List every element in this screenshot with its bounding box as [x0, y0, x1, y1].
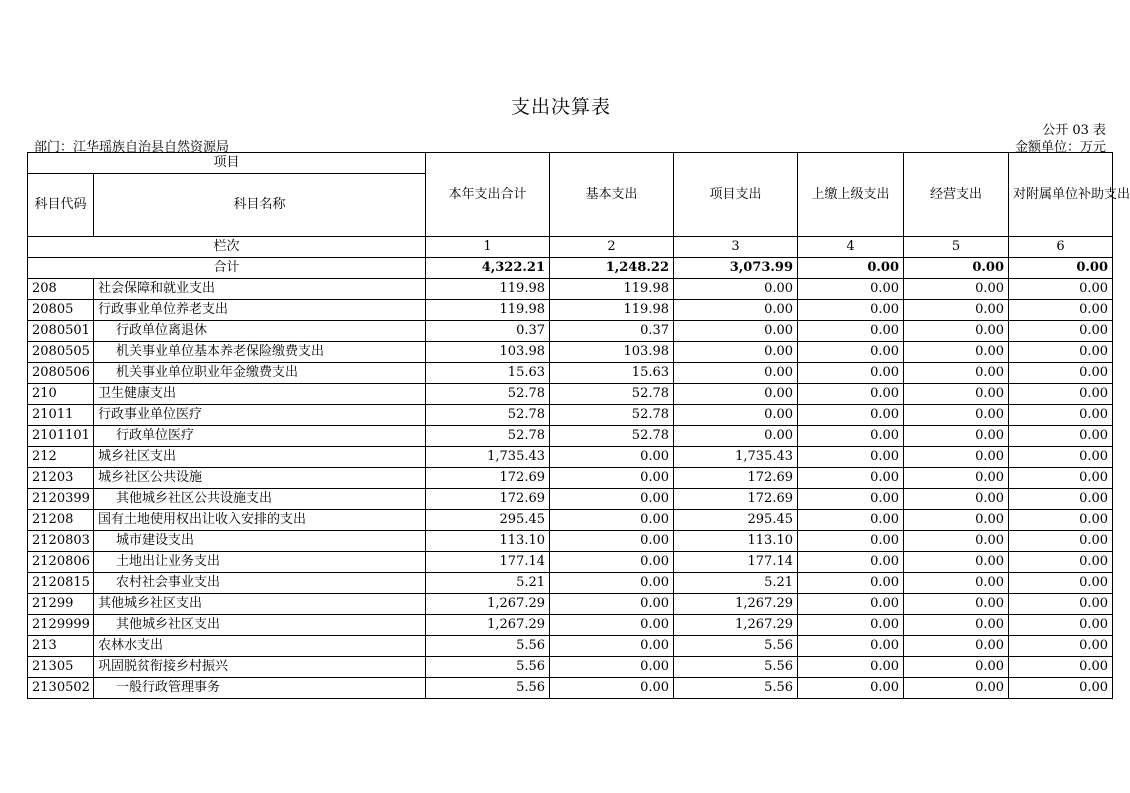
amount-cell: 0.00 — [904, 636, 1009, 657]
amount-cell: 0.00 — [904, 678, 1009, 699]
amount-cell: 0.00 — [1009, 552, 1113, 573]
total-value: 0.00 — [1009, 258, 1113, 279]
subject-code: 2130502 — [28, 678, 94, 699]
amount-cell: 0.00 — [904, 447, 1009, 468]
amount-cell: 0.00 — [550, 615, 674, 636]
amount-cell: 0.00 — [550, 573, 674, 594]
amount-cell: 52.78 — [426, 384, 550, 405]
table-row — [28, 657, 1113, 678]
amount-cell: 0.00 — [550, 510, 674, 531]
subject-name: 行政事业单位医疗 — [94, 405, 426, 426]
amount-cell: 0.00 — [550, 552, 674, 573]
amount-cell: 52.78 — [550, 426, 674, 447]
amount-cell: 0.00 — [798, 363, 904, 384]
table-row — [28, 279, 1113, 300]
total-label: 合计 — [28, 258, 426, 279]
amount-cell: 119.98 — [426, 279, 550, 300]
table-row — [28, 426, 1113, 447]
amount-cell: 5.56 — [426, 678, 550, 699]
amount-cell: 0.00 — [798, 279, 904, 300]
amount-cell: 5.56 — [674, 678, 798, 699]
amount-cell: 0.00 — [1009, 510, 1113, 531]
line-number: 5 — [904, 237, 1009, 258]
line-number-row — [28, 237, 1113, 258]
table-row — [28, 573, 1113, 594]
line-number: 4 — [798, 237, 904, 258]
amount-cell: 0.00 — [798, 321, 904, 342]
line-number: 1 — [426, 237, 550, 258]
amount-cell: 1,267.29 — [426, 615, 550, 636]
table-row — [28, 300, 1113, 321]
table-row — [28, 363, 1113, 384]
subject-code: 208 — [28, 279, 94, 300]
amount-cell: 0.00 — [1009, 384, 1113, 405]
amount-cell: 0.00 — [1009, 615, 1113, 636]
amount-cell: 0.00 — [904, 468, 1009, 489]
table-row — [28, 489, 1113, 510]
subject-code: 21299 — [28, 594, 94, 615]
amount-cell: 0.00 — [1009, 489, 1113, 510]
amount-cell: 103.98 — [550, 342, 674, 363]
amount-cell: 295.45 — [426, 510, 550, 531]
department-label: 部门：江华瑶族自治县自然资源局 — [34, 140, 230, 155]
subject-name: 城乡社区支出 — [94, 447, 426, 468]
amount-cell: 177.14 — [674, 552, 798, 573]
amount-cell: 0.00 — [550, 531, 674, 552]
amount-cell: 1,267.29 — [426, 594, 550, 615]
amount-cell: 0.00 — [550, 447, 674, 468]
total-row — [28, 258, 1113, 279]
amount-cell: 1,267.29 — [674, 615, 798, 636]
total-value: 0.00 — [798, 258, 904, 279]
subject-code: 20805 — [28, 300, 94, 321]
table-row — [28, 384, 1113, 405]
subject-name: 其他城乡社区公共设施支出 — [94, 489, 426, 510]
line-number: 2 — [550, 237, 674, 258]
amount-cell: 0.37 — [426, 321, 550, 342]
amount-cell: 0.00 — [1009, 594, 1113, 615]
subject-name: 巩固脱贫衔接乡村振兴 — [94, 657, 426, 678]
amount-cell: 0.00 — [798, 447, 904, 468]
amount-cell: 295.45 — [674, 510, 798, 531]
amount-cell: 0.00 — [798, 657, 904, 678]
table-row — [28, 321, 1113, 342]
amount-cell: 0.00 — [904, 531, 1009, 552]
form-number: 公开 03 表 — [1042, 123, 1106, 138]
amount-cell: 0.00 — [674, 363, 798, 384]
amount-cell: 0.00 — [1009, 300, 1113, 321]
amount-cell: 0.00 — [674, 405, 798, 426]
amount-cell: 0.00 — [674, 279, 798, 300]
amount-cell: 0.00 — [1009, 531, 1113, 552]
subject-code: 21011 — [28, 405, 94, 426]
header-operating-expenditure: 经营支出 — [904, 153, 1009, 237]
amount-cell: 0.00 — [1009, 447, 1113, 468]
header-subsidy-affiliates: 对附属单位补助支出 — [1009, 153, 1113, 237]
subject-code: 2080506 — [28, 363, 94, 384]
amount-cell: 0.00 — [798, 573, 904, 594]
subject-name: 一般行政管理事务 — [94, 678, 426, 699]
total-value: 3,073.99 — [674, 258, 798, 279]
header-subject-code: 科目代码 — [28, 174, 94, 237]
total-value: 4,322.21 — [426, 258, 550, 279]
amount-cell: 0.00 — [904, 552, 1009, 573]
subject-code: 21305 — [28, 657, 94, 678]
subject-name: 其他城乡社区支出 — [94, 594, 426, 615]
header-subject-name: 科目名称 — [94, 174, 426, 237]
amount-cell: 113.10 — [426, 531, 550, 552]
amount-cell: 0.00 — [674, 300, 798, 321]
amount-cell: 0.00 — [1009, 657, 1113, 678]
subject-code: 2080501 — [28, 321, 94, 342]
table-row — [28, 510, 1113, 531]
amount-cell: 0.00 — [904, 405, 1009, 426]
amount-cell: 0.00 — [904, 279, 1009, 300]
amount-cell: 52.78 — [550, 384, 674, 405]
amount-cell: 113.10 — [674, 531, 798, 552]
amount-cell: 0.00 — [904, 657, 1009, 678]
amount-cell: 103.98 — [426, 342, 550, 363]
amount-cell: 5.21 — [426, 573, 550, 594]
amount-cell: 5.56 — [674, 657, 798, 678]
amount-cell: 52.78 — [550, 405, 674, 426]
header-project: 项目 — [28, 153, 426, 174]
amount-cell: 0.00 — [674, 321, 798, 342]
amount-cell: 0.00 — [674, 384, 798, 405]
amount-cell: 0.00 — [1009, 342, 1113, 363]
amount-cell: 0.00 — [904, 321, 1009, 342]
subject-name: 其他城乡社区支出 — [94, 615, 426, 636]
line-number: 6 — [1009, 237, 1113, 258]
header-basic-expenditure: 基本支出 — [550, 153, 674, 237]
subject-name: 行政单位医疗 — [94, 426, 426, 447]
report-title: 支出决算表 — [510, 96, 611, 118]
line-number-label: 栏次 — [28, 237, 426, 258]
amount-cell: 0.00 — [904, 363, 1009, 384]
subject-code: 21208 — [28, 510, 94, 531]
subject-name: 土地出让业务支出 — [94, 552, 426, 573]
amount-cell: 0.00 — [798, 636, 904, 657]
amount-cell: 0.00 — [798, 300, 904, 321]
amount-cell: 119.98 — [550, 300, 674, 321]
amount-cell: 0.00 — [798, 468, 904, 489]
subject-name: 社会保障和就业支出 — [94, 279, 426, 300]
amount-cell: 1,267.29 — [674, 594, 798, 615]
table-row — [28, 615, 1113, 636]
amount-cell: 15.63 — [550, 363, 674, 384]
amount-cell: 0.00 — [1009, 405, 1113, 426]
amount-cell: 0.00 — [550, 468, 674, 489]
amount-cell: 0.00 — [904, 426, 1009, 447]
subject-code: 212 — [28, 447, 94, 468]
subject-code: 2080505 — [28, 342, 94, 363]
table-row — [28, 468, 1113, 489]
amount-cell: 0.00 — [798, 531, 904, 552]
amount-cell: 0.00 — [1009, 678, 1113, 699]
subject-code: 2120803 — [28, 531, 94, 552]
table-row — [28, 447, 1113, 468]
total-value: 1,248.22 — [550, 258, 674, 279]
amount-cell: 0.00 — [550, 636, 674, 657]
amount-unit-label: 金额单位：万元 — [1014, 140, 1106, 155]
subject-code: 210 — [28, 384, 94, 405]
header-project-expenditure: 项目支出 — [674, 153, 798, 237]
header-total-expenditure: 本年支出合计 — [426, 153, 550, 237]
amount-cell: 1,735.43 — [426, 447, 550, 468]
amount-cell: 0.00 — [798, 510, 904, 531]
amount-cell: 0.00 — [904, 594, 1009, 615]
amount-cell: 0.00 — [904, 573, 1009, 594]
amount-cell: 0.00 — [1009, 321, 1113, 342]
subject-name: 机关事业单位职业年金缴费支出 — [94, 363, 426, 384]
amount-cell: 0.00 — [904, 489, 1009, 510]
amount-cell: 0.00 — [798, 426, 904, 447]
table-row — [28, 531, 1113, 552]
subject-code: 21203 — [28, 468, 94, 489]
amount-cell: 0.00 — [1009, 426, 1113, 447]
amount-cell: 5.56 — [426, 657, 550, 678]
total-value: 0.00 — [904, 258, 1009, 279]
amount-cell: 0.00 — [798, 678, 904, 699]
subject-name: 行政事业单位养老支出 — [94, 300, 426, 321]
header-row-project — [28, 153, 1113, 174]
subject-name: 农林水支出 — [94, 636, 426, 657]
table-row — [28, 342, 1113, 363]
amount-cell: 52.78 — [426, 405, 550, 426]
subject-name: 农村社会事业支出 — [94, 573, 426, 594]
amount-cell: 0.00 — [550, 594, 674, 615]
subject-code: 2101101 — [28, 426, 94, 447]
amount-cell: 0.00 — [550, 489, 674, 510]
amount-cell: 0.00 — [904, 615, 1009, 636]
table-row — [28, 678, 1113, 699]
amount-cell: 1,735.43 — [674, 447, 798, 468]
amount-cell: 172.69 — [426, 489, 550, 510]
table-row — [28, 405, 1113, 426]
table-row — [28, 636, 1113, 657]
subject-code: 213 — [28, 636, 94, 657]
amount-cell: 0.00 — [904, 510, 1009, 531]
subject-name: 城乡社区公共设施 — [94, 468, 426, 489]
amount-cell: 0.00 — [1009, 636, 1113, 657]
amount-cell: 0.00 — [798, 384, 904, 405]
amount-cell: 0.00 — [674, 342, 798, 363]
amount-cell: 0.00 — [674, 426, 798, 447]
amount-cell: 0.00 — [1009, 279, 1113, 300]
amount-cell: 0.00 — [798, 615, 904, 636]
line-number: 3 — [674, 237, 798, 258]
subject-name: 机关事业单位基本养老保险缴费支出 — [94, 342, 426, 363]
table-row — [28, 594, 1113, 615]
subject-code: 2120399 — [28, 489, 94, 510]
amount-cell: 172.69 — [426, 468, 550, 489]
amount-cell: 52.78 — [426, 426, 550, 447]
amount-cell: 15.63 — [426, 363, 550, 384]
amount-cell: 5.56 — [674, 636, 798, 657]
amount-cell: 0.00 — [904, 384, 1009, 405]
amount-cell: 0.00 — [904, 300, 1009, 321]
subject-code: 2129999 — [28, 615, 94, 636]
expenditure-table — [27, 152, 1130, 699]
subject-name: 行政单位离退休 — [94, 321, 426, 342]
amount-cell: 5.21 — [674, 573, 798, 594]
subject-name: 国有土地使用权出让收入安排的支出 — [94, 510, 426, 531]
subject-code: 2120806 — [28, 552, 94, 573]
amount-cell: 0.00 — [550, 678, 674, 699]
header-remit-superior: 上缴上级支出 — [798, 153, 904, 237]
amount-cell: 0.00 — [798, 552, 904, 573]
amount-cell: 119.98 — [426, 300, 550, 321]
amount-cell: 172.69 — [674, 489, 798, 510]
amount-cell: 0.00 — [1009, 573, 1113, 594]
amount-cell: 119.98 — [550, 279, 674, 300]
amount-cell: 5.56 — [426, 636, 550, 657]
subject-name: 城市建设支出 — [94, 531, 426, 552]
amount-cell: 0.00 — [904, 342, 1009, 363]
amount-cell: 172.69 — [674, 468, 798, 489]
amount-cell: 0.00 — [1009, 363, 1113, 384]
amount-cell: 0.00 — [798, 489, 904, 510]
subject-code: 2120815 — [28, 573, 94, 594]
amount-cell: 0.00 — [798, 594, 904, 615]
amount-cell: 0.37 — [550, 321, 674, 342]
amount-cell: 0.00 — [798, 405, 904, 426]
amount-cell: 177.14 — [426, 552, 550, 573]
amount-cell: 0.00 — [798, 342, 904, 363]
amount-cell: 0.00 — [550, 657, 674, 678]
amount-cell: 0.00 — [1009, 468, 1113, 489]
table-row — [28, 552, 1113, 573]
subject-name: 卫生健康支出 — [94, 384, 426, 405]
